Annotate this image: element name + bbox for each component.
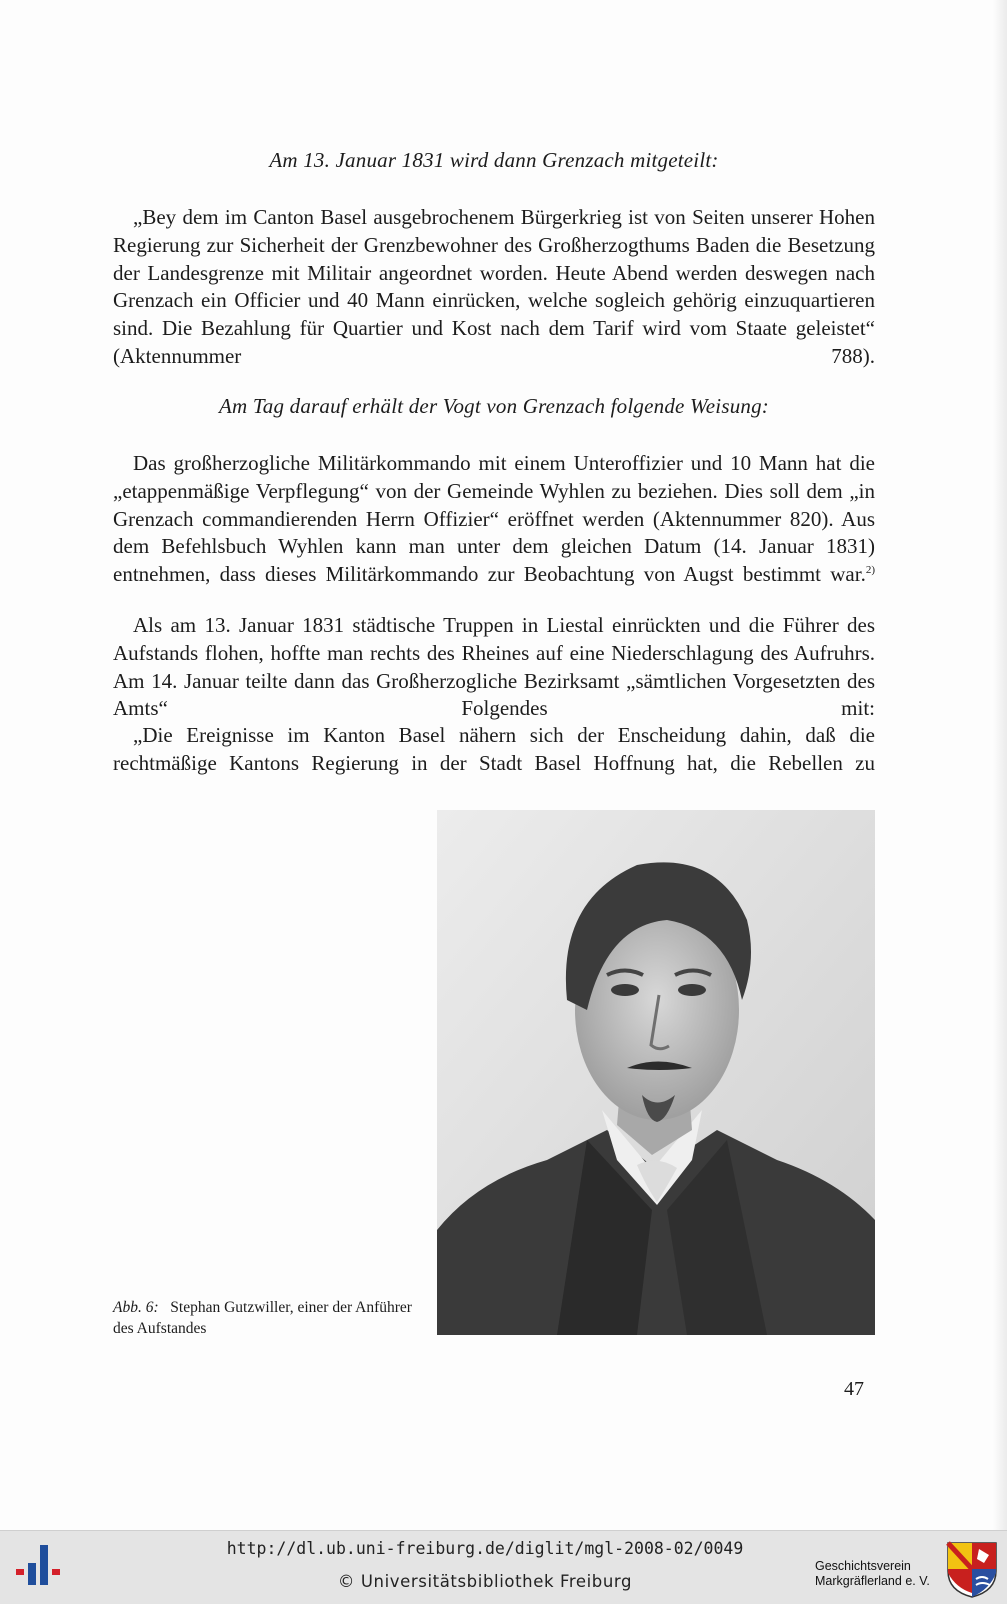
section-heading-2: Am Tag darauf erhält der Vogt von Grenzach folgende Weisung: — [218, 394, 769, 418]
page-edge-shadow — [993, 0, 1007, 1530]
society-name: Geschichtsverein Markgräflerland e. V. — [815, 1559, 930, 1588]
section-heading-1: Am 13. Januar 1831 wird dann Grenzach mitgeteilt: — [269, 148, 719, 172]
body-paragraph-2: Das großherzogliche Militärkommando mit einem Unteroffizier und 10 Mann hat die „etappenmäßige Verpflegung“ von der Gemeinde Wyhlen zu beziehen. Dies soll dem „in Grenzach commandierenden Herrn Offizier“ eröffnet werden (Aktennummer 820). Aus dem Befehlsbuch Wyhlen kann man unter dem gleichen Datum (14. Januar 1831) entnehmen, dass dieses Militärkommando zur Beobachtung von Augst bestimmt war.$^{2)}$ — [113, 451, 875, 587]
portrait-image — [437, 810, 875, 1335]
body-paragraph-3: Als am 13. Januar 1831 städtische Truppen in Liestal einrückten und die Führer des Aufstands flohen, hoffte man rechts des Rheines auf eine Niederschlagung des Aufruhrs. Am 14. Januar teilte dann das Großherzogliche Bezirksamt „sämtlichen Vorgesetzten des Amts“ Folgendes mit: — [113, 613, 875, 721]
portrait-illustration — [437, 810, 875, 1335]
footer-bar — [0, 1530, 1007, 1604]
figure-caption — [113, 1297, 413, 1339]
coat-of-arms-icon — [946, 1541, 998, 1604]
body-paragraph-4: „Die Ereignisse im Kanton Basel nähern sich der Enscheidung dahin, daß die rechtmäßige Kantons Regierung in der Stadt Basel Hoffnung hat, die Rebellen zu — [113, 723, 875, 775]
body-paragraph-1: „Bey dem im Canton Basel ausgebrochenem Bürgerkrieg ist von Seiten unserer Hohen Regierung zur Sicherheit der Grenzbewohner des Großherzogthums Baden die Besetzung der Landesgrenze mit Militair angeordnet worden. Heute Abend werden deswegen nach Grenzach ein Officier und 40 Mann einrücken, welche sogleich gehörig einzuquartieren sind. Die Bezahlung für Quartier und Kost nach dem Tarif wird vom Staate geleistet“ (Aktennummer 788). — [113, 205, 875, 368]
caption-text: Stephan Gutzwiller, einer der Anführer des Aufstandes — [113, 1299, 412, 1337]
ub-freiburg-logo-icon[interactable] — [12, 1539, 64, 1596]
document-url-link[interactable]: http://dl.ub.uni-freiburg.de/diglit/mgl-2008-02/0049 — [226, 1539, 744, 1558]
caption-label: Abb. 6: — [113, 1299, 159, 1316]
page-number: 47 — [844, 1378, 864, 1400]
copyright-notice: © Universitätsbibliothek Freiburg — [337, 1572, 633, 1591]
footnote-marker: 2) — [865, 564, 875, 577]
